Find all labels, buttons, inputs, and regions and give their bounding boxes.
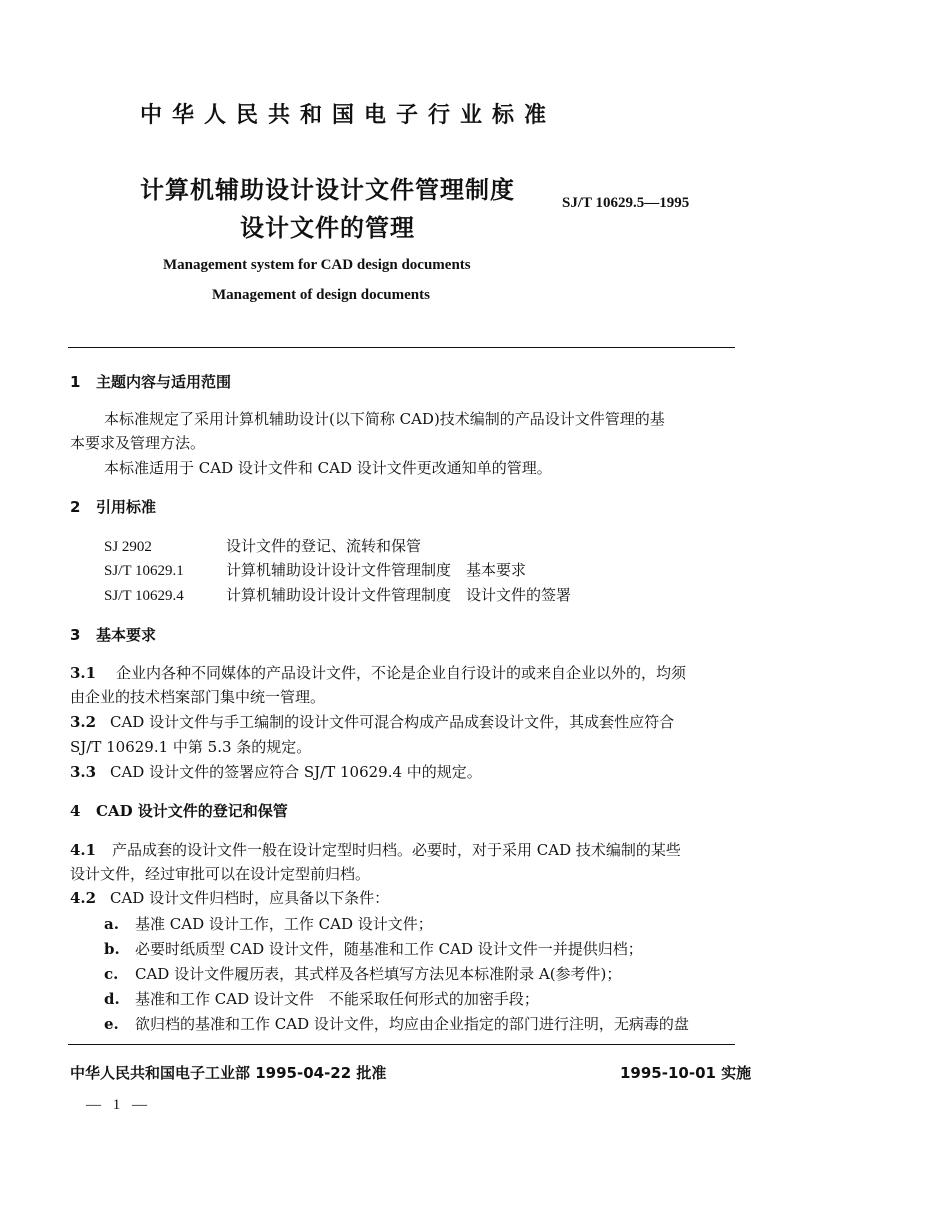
list-item-label: d. xyxy=(104,990,120,1008)
paragraph: 本标准适用于 CAD 设计文件和 CAD 设计文件更改通知单的管理。 xyxy=(104,459,552,477)
approval-note: 中华人民共和国电子工业部 1995-04-22 批准 xyxy=(70,1064,387,1082)
section-3-heading xyxy=(70,624,156,645)
clause-text: 产品成套的设计文件一般在设计定型时归档。必要时，对于采用 CAD 技术编制的某些 xyxy=(112,841,681,859)
reference-row xyxy=(104,583,571,608)
paragraph-continued: 本要求及管理方法。 xyxy=(70,434,206,452)
standard-number: SJ/T 10629.5—1995 xyxy=(562,195,690,211)
list-item xyxy=(104,987,539,1011)
reference-code: SJ/T 10629.4 xyxy=(104,588,184,604)
list-item-text: 基准和工作 CAD 设计文件 不能采取任何形式的加密手段； xyxy=(135,990,539,1008)
list-item xyxy=(104,937,643,961)
list-item-label: a. xyxy=(104,915,119,933)
list-item xyxy=(104,1012,689,1036)
section-title: 引用标准 xyxy=(96,498,157,516)
clause xyxy=(70,661,686,685)
reference-row xyxy=(104,534,421,559)
clause-continued: 设计文件，经过审批可以在设计定型前归档。 xyxy=(70,865,371,883)
list-item-text: 欲归档的基准和工作 CAD 设计文件，均应由企业指定的部门进行注明，无病毒的盘 xyxy=(135,1015,689,1033)
section-2-heading xyxy=(70,496,156,517)
clause-continued: 由企业的技术档案部门集中统一管理。 xyxy=(70,688,326,706)
document-subtitle: 设计文件的管理 xyxy=(240,214,415,242)
list-item-text: 必要时纸质型 CAD 设计文件，随基准和工作 CAD 设计文件一并提供归档； xyxy=(135,940,643,958)
section-number: 2 xyxy=(70,498,81,516)
clause-text: CAD 设计文件归档时，应具备以下条件： xyxy=(110,889,390,907)
clause-number: 3.3 xyxy=(70,763,97,781)
english-subtitle: Management of design documents xyxy=(212,287,430,303)
clause-number: 4.2 xyxy=(70,889,97,907)
list-item xyxy=(104,962,621,986)
reference-code: SJ/T 10629.1 xyxy=(104,563,184,579)
reference-title: 设计文件的登记、流转和保管 xyxy=(226,537,422,555)
section-4-heading xyxy=(70,800,288,821)
clause-number: 3.2 xyxy=(70,713,97,731)
clause xyxy=(70,760,482,784)
clause xyxy=(70,710,674,734)
section-number: 1 xyxy=(70,373,81,391)
paragraph: 本标准规定了采用计算机辅助设计(以下简称 CAD)技术编制的产品设计文件管理的基 xyxy=(104,410,665,428)
english-title: Management system for CAD design documents xyxy=(163,257,471,273)
reference-title: 计算机辅助设计设计文件管理制度 基本要求 xyxy=(226,561,527,579)
list-item-label: b. xyxy=(104,940,120,958)
reference-row xyxy=(104,558,526,583)
list-item xyxy=(104,912,433,936)
section-title: 主题内容与适用范围 xyxy=(96,373,232,391)
effective-date: 1995-10-01 实施 xyxy=(620,1064,752,1082)
clause-number: 4.1 xyxy=(70,841,97,859)
list-item-text: CAD 设计文件履历表，其式样及各栏填写方法见本标准附录 A(参考件)； xyxy=(135,965,622,983)
clause-text: 企业内各种不同媒体的产品设计文件，不论是企业自行设计的或来自企业以外的，均须 xyxy=(116,664,687,682)
section-number: 4 xyxy=(70,802,81,820)
footer-divider xyxy=(68,1044,735,1045)
clause xyxy=(70,838,681,862)
clause xyxy=(70,886,389,910)
document-title: 计算机辅助设计设计文件管理制度 xyxy=(140,176,515,204)
section-1-heading xyxy=(70,371,231,392)
clause-number: 3.1 xyxy=(70,664,97,682)
section-title: 基本要求 xyxy=(96,626,157,644)
section-title: CAD 设计文件的登记和保管 xyxy=(96,802,288,820)
issuing-organization: 中华人民共和国电子行业标准 xyxy=(140,103,557,128)
list-item-label: e. xyxy=(104,1015,119,1033)
clause-text: CAD 设计文件的签署应符合 SJ/T 10629.4 中的规定。 xyxy=(110,763,482,781)
header-divider xyxy=(68,347,735,348)
page-number: — 1 — xyxy=(86,1097,151,1113)
reference-code: SJ 2902 xyxy=(104,539,152,555)
reference-title: 计算机辅助设计设计文件管理制度 设计文件的签署 xyxy=(226,586,572,604)
clause-text: CAD 设计文件与手工编制的设计文件可混合构成产品成套设计文件，其成套性应符合 xyxy=(110,713,675,731)
clause-continued: SJ/T 10629.1 中第 5.3 条的规定。 xyxy=(70,738,312,756)
section-number: 3 xyxy=(70,626,81,644)
list-item-label: c. xyxy=(104,965,119,983)
list-item-text: 基准 CAD 设计工作，工作 CAD 设计文件； xyxy=(135,915,433,933)
